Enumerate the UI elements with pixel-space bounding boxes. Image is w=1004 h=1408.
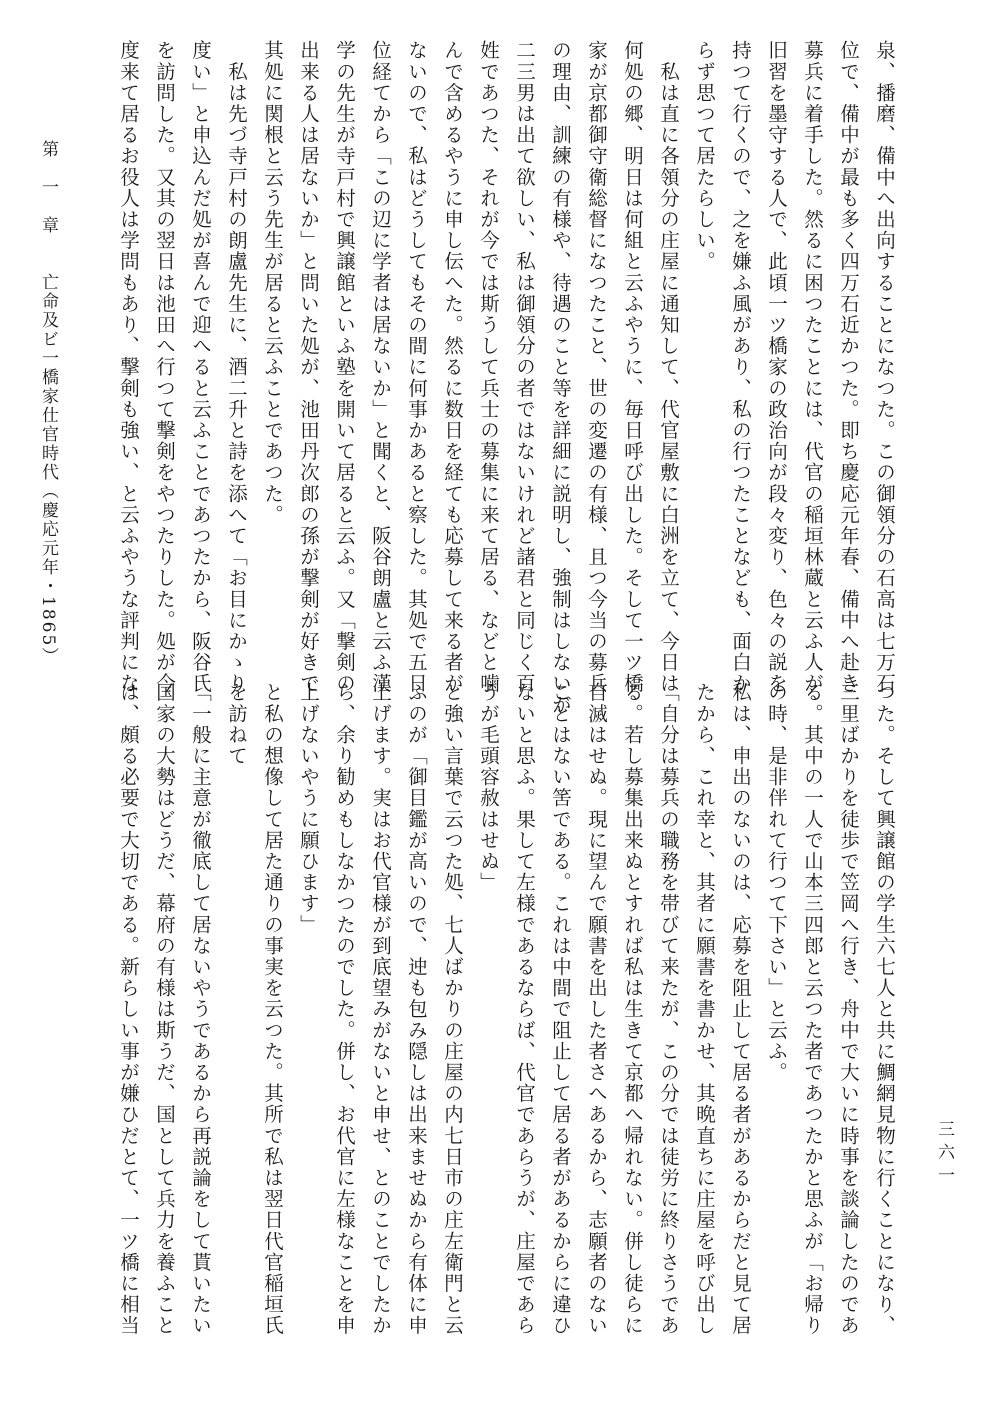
- text-line: 学の先生が寺戸村で興譲館といふ塾を開いて居ると云ふ。又「撃剣の: [333, 40, 356, 695]
- text-line: 位経てから「この辺に学者は居ないか」と聞くと、阪谷朗盧と云ふ漢: [369, 40, 392, 695]
- text-line: る。若し募集出来ぬとすれば私は生きて京都へ帰れない。併し徒らに: [621, 682, 644, 1337]
- lower-text-block: [102, 682, 902, 1337]
- text-line: 泉、播磨、備中へ出向することになつた。この御領分の石高は七万石: [873, 40, 896, 695]
- text-line: の時、是非伴れて行つて下さい」と云ふ。: [765, 682, 788, 1083]
- text-line: を訪問した。又其の翌日は池田へ行つて撃剣をやつたりした。処が今: [153, 40, 176, 695]
- text-line: 国家の大勢はどうだ、幕府の有様は斯うだ、国として兵力を養ふこと: [153, 682, 176, 1337]
- text-line: ら、余り勧めもしなかつたのでした。併し、お代官に左様なことを申: [333, 682, 356, 1337]
- running-header: 第 一 章 亡命及ビ一橋家仕官時代（慶応元年・1865）: [38, 140, 58, 667]
- text-line: 何処の郷、明日は何組と云ふやうに、毎日呼び出した。そして一ツ橋: [621, 40, 644, 695]
- text-line: る。其中の一人で山本三四郎と云つた者であつたかと思ふが「お帰り: [801, 682, 824, 1337]
- text-line: 持つて行くので、之を嫌ふ風があり、私の行つたことなども、面白か: [729, 40, 752, 695]
- text-line: たから、これ幸と、其者に願書を書かせ、其晩直ちに庄屋を呼び出し: [693, 682, 716, 1337]
- text-line: らず思つて居たらしい。: [693, 40, 716, 273]
- text-line: んで含めるやうに申し伝へた。然るに数日を経ても応募して来る者が: [441, 40, 464, 695]
- page-number: 三六一: [934, 1120, 954, 1189]
- text-line: 三里ばかりを徒歩で笠岡へ行き、舟中で大いに時事を談論したのであ: [837, 682, 860, 1337]
- text-line: ないと思ふ。果して左様であるならば、代官であらうが、庄屋であら: [513, 682, 536, 1337]
- text-line: 自滅はせぬ。現に望んで願書を出した者さへあるから、志願者のない: [585, 682, 608, 1337]
- text-line: は、頗る必要で大切である。新らしい事が嫌ひだとて、一ツ橋に相当: [117, 682, 140, 1337]
- text-line: と私の想像して居た通りの事実を云つた。其所で私は翌日代官稲垣氏: [261, 682, 284, 1337]
- text-line: 度来て居るお役人は学問もあり、撃剣も強い、と云ふやうな評判にな: [117, 40, 140, 695]
- text-line: ふのが「御目鑑が高いので、迚も包み隠しは出来ませぬから有体に申: [405, 682, 428, 1337]
- text-line: 旧習を墨守する人で、此頃一ツ橋家の政治向が段々変り、色々の説を: [765, 40, 788, 695]
- text-line: つた。そして興譲館の学生六七人と共に鯛網見物に行くことになり、: [873, 682, 896, 1337]
- text-line: 度い」と申込んだ処が喜んで迎へると云ふことであつたから、阪谷氏: [189, 40, 212, 695]
- text-line: を訪ねて: [225, 682, 248, 767]
- text-line: 其処に関根と云う先生が居ると云ふことであつた。: [261, 40, 284, 526]
- text-line: 「自分は募兵の職務を帯びて来たが、この分では徒労に終りさうであ: [657, 682, 680, 1337]
- text-line: 上げます。実はお代官様が到底望みがないと申せ、とのことでしたか: [369, 682, 392, 1337]
- text-line: 二三男は出て欲しい、私は御領分の者ではないけれど諸君と同じく百: [513, 40, 536, 695]
- text-line: 姓であつた、それが今では斯うして兵士の募集に来て居る、などと噛: [477, 40, 500, 695]
- text-line: ないので、私はどうしてもその間に何事かあると察した。其処で五日: [405, 40, 428, 695]
- text-line: 「一般に主意が徹底して居ないやうであるから再説論をして貰いたい: [189, 682, 212, 1337]
- text-line: 位で、備中が最も多く四万石近かつた。即ち慶応元年春、備中へ赴き: [837, 40, 860, 695]
- text-line: 私は先づ寺戸村の朗盧先生に、酒二升と詩を添へて「お目にかゝり: [225, 40, 248, 695]
- text-line: 家が京都御守衛総督になつたこと、世の変遷の有様、且つ今当の募兵: [585, 40, 608, 695]
- upper-text-block: [102, 40, 902, 716]
- text-line: ことはない筈である。これは中間で阻止して居る者があるからに違ひ: [549, 682, 572, 1337]
- text-line: 募兵に着手した。然るに困つたことには、代官の稲垣林蔵と云ふ人が: [801, 40, 824, 695]
- text-line: 私は直に各領分の庄屋に通知して、代官屋敷に白洲を立て、今日は: [657, 40, 680, 695]
- text-line: 私は、申出のないのは、応募を阻止して居る者があるからだと見て居: [729, 682, 752, 1337]
- text-line: 上げないやうに願ひます」: [297, 682, 320, 936]
- text-line: と強い言葉で云つた処、七人ばかりの庄屋の内七日市の庄左衛門と云: [441, 682, 464, 1337]
- text-line: うが毛頭容赦はせぬ」: [477, 682, 500, 893]
- text-line: の理由、訓練の有様や、待遇のこと等を詳細に説明し、強制はしないが: [549, 40, 572, 716]
- text-line: 出来る人は居ないか」と問いた処が、池田丹次郎の孫が撃剣が好きで: [297, 40, 320, 695]
